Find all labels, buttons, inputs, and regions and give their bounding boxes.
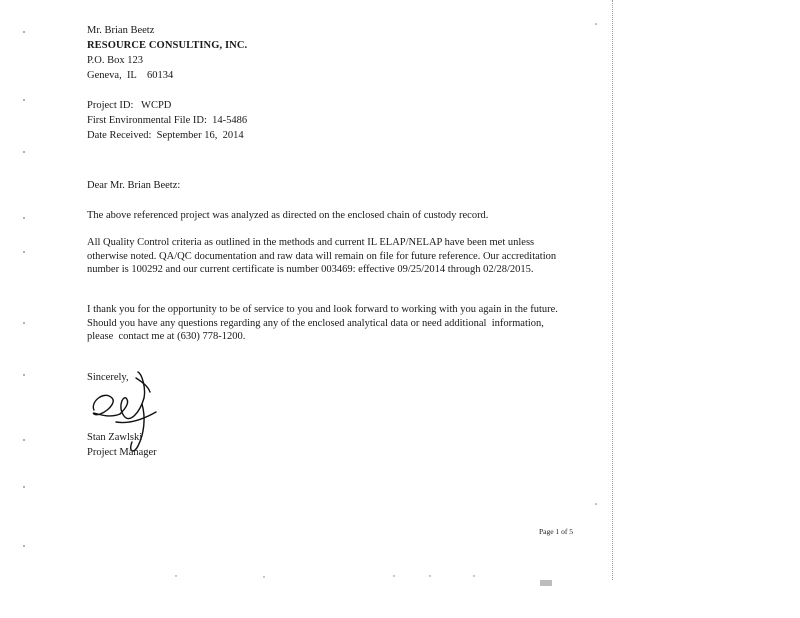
recipient-name: Mr. Brian Beetz — [87, 25, 155, 36]
project-info — [87, 98, 247, 143]
file-id: First Environmental File ID: 14-5486 — [87, 115, 248, 126]
signer-title: Project Manager — [87, 447, 157, 458]
scan-edge-border — [612, 0, 615, 580]
page-number: Page 1 of 5 — [539, 527, 573, 536]
recipient-address — [87, 23, 247, 83]
date-received: Date Received: September 16, 2014 — [87, 130, 244, 141]
scan-mark — [540, 580, 552, 586]
recipient-company: RESOURCE CONSULTING, INC. — [87, 40, 248, 51]
project-id: Project ID: WCPD — [87, 100, 172, 111]
recipient-address-line1: P.O. Box 123 — [87, 55, 144, 66]
signer-name: Stan Zawlski — [87, 432, 143, 443]
signer-block — [87, 430, 157, 460]
closing: Sincerely, — [87, 372, 129, 383]
recipient-address-line2: Geneva, IL 60134 — [87, 70, 174, 81]
paragraph-2: All Quality Control criteria as outlined in the methods and current IL ELAP/NELAP have been met unless otherwise noted. QA/QC documentation and raw data will remain on file for future reference. Our accreditation number is 100292 and our current certificate is number 003469: effective 09/25/2014 through 02/28/2015. — [87, 237, 557, 276]
salutation: Dear Mr. Brian Beetz: — [87, 180, 181, 191]
paragraph-1: The above referenced project was analyzed as directed on the enclosed chain of custody record. — [87, 210, 489, 221]
paragraph-3: I thank you for the opportunity to be of service to you and look forward to working with you again in the future. Should you have any questions regarding any of the enclosed analytical data or need additional information, please contact me at (630) 778-1200. — [87, 304, 564, 343]
